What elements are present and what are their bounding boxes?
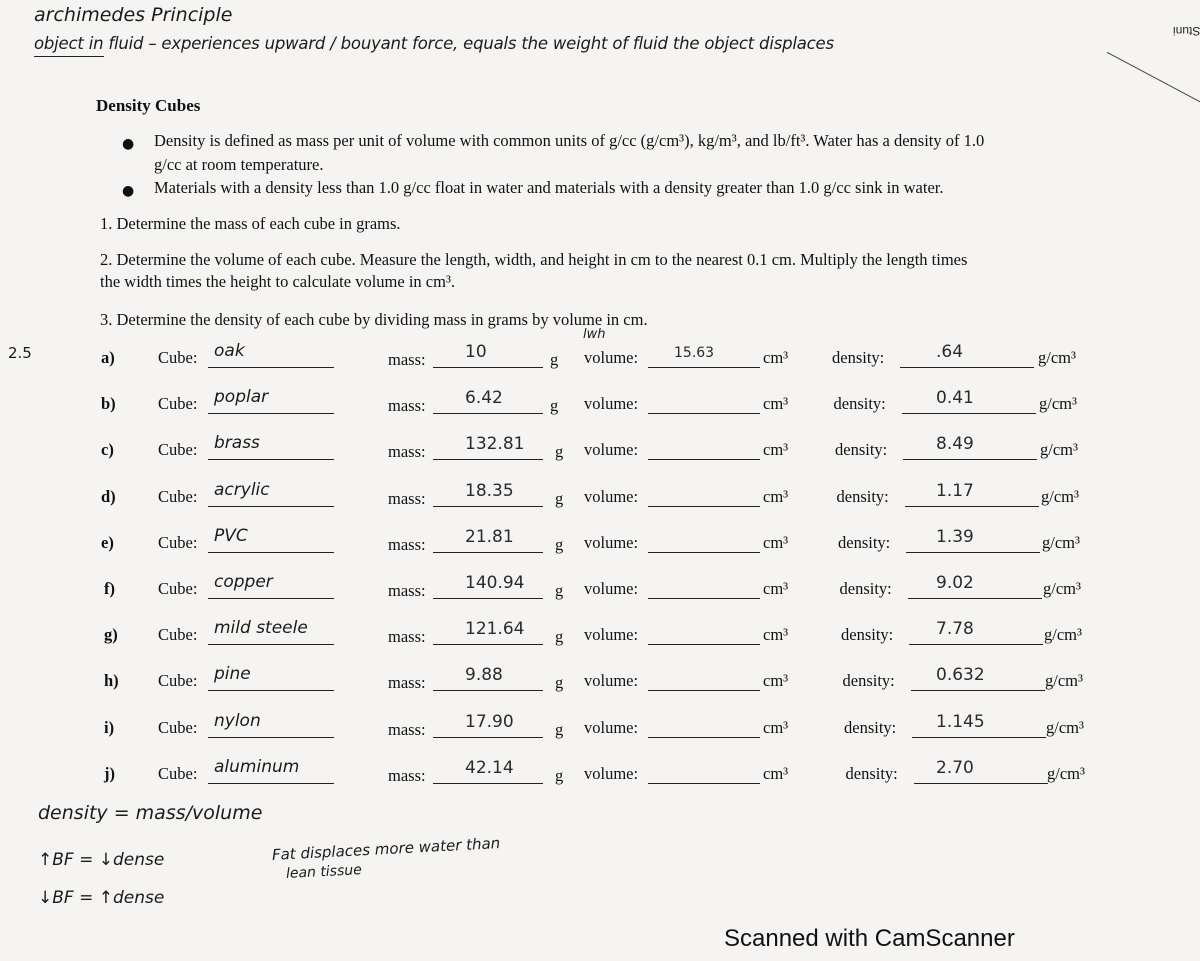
bullet-1-line-2: g/cc at room temperature.	[154, 155, 324, 174]
cube-label: Cube:	[158, 764, 198, 783]
mass-label: mass:	[388, 673, 426, 692]
row-letter: a)	[101, 348, 115, 367]
volume-unit: cm³	[763, 394, 789, 413]
density-value: 0.632	[936, 665, 985, 685]
cube-name: aluminum	[214, 757, 300, 777]
step-2-line-1: 2. Determine the volume of each cube. Measure the length, width, and height in cm to the nearest 0.1 cm. Multiply the length times	[100, 250, 968, 269]
cube-blank	[208, 413, 334, 414]
volume-unit: cm³	[763, 764, 789, 783]
density-label: density:	[835, 440, 888, 459]
density-value: 9.02	[936, 573, 974, 593]
density-blank	[905, 506, 1039, 507]
volume-unit: cm³	[763, 533, 789, 552]
density-blank	[909, 644, 1043, 645]
volume-blank	[648, 598, 760, 599]
fat-note-line-1: Fat displaces more water than	[271, 834, 501, 864]
cube-label: Cube:	[158, 487, 198, 506]
mass-value: 121.64	[465, 619, 525, 639]
density-unit: g/cm³	[1045, 671, 1083, 690]
volume-unit: cm³	[763, 440, 789, 459]
density-label: density:	[845, 764, 898, 783]
handwritten-principle: object in fluid – experiences upward / bouyant force, equals the weight of fluid the object displaces	[34, 34, 834, 53]
step-2-line-2: the width times the height to calculate volume in cm³.	[100, 272, 456, 291]
mass-blank	[433, 598, 543, 599]
density-blank	[900, 367, 1034, 368]
cube-blank	[208, 783, 334, 784]
density-value: 0.41	[936, 388, 974, 408]
cube-label: Cube:	[158, 718, 198, 737]
corner-text: Stuni	[1172, 24, 1200, 38]
gram-unit: g	[555, 627, 564, 646]
gram-unit: g	[555, 766, 564, 785]
bullet-1-line-1: Density is defined as mass per unit of volume with common units of g/cc (g/cm³), kg/m³, and lb/ft³. Water has a density of 1.0	[154, 131, 985, 150]
volume-label: volume:	[584, 718, 639, 737]
camscanner-watermark: Scanned with CamScanner	[724, 925, 1015, 952]
volume-label: volume:	[584, 533, 639, 552]
mass-value: 18.35	[465, 481, 514, 501]
step-3: 3. Determine the density of each cube by dividing mass in grams by volume in cm.	[100, 310, 648, 329]
cube-label: Cube:	[158, 625, 198, 644]
cube-name: copper	[214, 572, 273, 592]
volume-unit: cm³	[763, 625, 789, 644]
mass-value: 6.42	[465, 388, 503, 408]
bullet-dot: ●	[122, 183, 135, 199]
volume-label: volume:	[584, 394, 639, 413]
density-label: density:	[842, 671, 895, 690]
mass-value: 42.14	[465, 758, 514, 778]
cube-label: Cube:	[158, 579, 198, 598]
cube-label: Cube:	[158, 533, 198, 552]
mass-blank	[433, 459, 543, 460]
mass-blank	[433, 690, 543, 691]
mass-blank	[433, 413, 543, 414]
density-formula: density = mass/volume	[38, 802, 263, 824]
density-label: density:	[833, 394, 886, 413]
row-letter: g)	[104, 625, 118, 644]
density-label: density:	[844, 718, 897, 737]
cube-blank	[208, 644, 334, 645]
row-letter: d)	[101, 487, 116, 506]
volume-blank	[648, 644, 760, 645]
volume-unit: cm³	[763, 718, 789, 737]
cube-name: PVC	[214, 526, 248, 546]
density-value: 1.145	[936, 712, 985, 732]
gram-unit: g	[555, 535, 564, 554]
mass-label: mass:	[388, 350, 426, 369]
density-label: density:	[832, 348, 885, 367]
cube-name: mild steele	[214, 618, 308, 638]
cube-blank	[208, 367, 334, 368]
gram-unit: g	[550, 350, 559, 369]
gram-unit: g	[555, 489, 564, 508]
volume-label: volume:	[584, 487, 639, 506]
density-unit: g/cm³	[1044, 625, 1082, 644]
bf-down-note: ↓BF = ↑dense	[38, 888, 165, 908]
principle-underline	[34, 56, 104, 57]
mass-value: 140.94	[465, 573, 525, 593]
cube-name: brass	[214, 433, 260, 453]
mass-value: 132.81	[465, 434, 525, 454]
cube-name: nylon	[214, 711, 261, 731]
volume-unit: cm³	[763, 579, 789, 598]
bullet-2: Materials with a density less than 1.0 g/cc float in water and materials with a density greater than 1.0 g/cc sink in water.	[154, 178, 944, 197]
density-unit: g/cm³	[1042, 533, 1080, 552]
density-label: density:	[838, 533, 891, 552]
mass-value: 21.81	[465, 527, 514, 547]
mass-label: mass:	[388, 766, 426, 785]
density-unit: g/cm³	[1047, 764, 1085, 783]
volume-label: volume:	[584, 625, 639, 644]
mass-blank	[433, 367, 543, 368]
gram-unit: g	[555, 442, 564, 461]
mass-blank	[433, 737, 543, 738]
mass-value: 10	[465, 342, 487, 362]
volume-value: 15.63	[674, 345, 715, 361]
density-blank	[912, 737, 1046, 738]
density-unit: g/cm³	[1038, 348, 1076, 367]
cube-blank	[208, 598, 334, 599]
cube-name: pine	[214, 664, 251, 684]
density-blank	[908, 598, 1042, 599]
gram-unit: g	[555, 581, 564, 600]
bf-up-note: ↑BF = ↓dense	[38, 850, 165, 870]
density-blank	[906, 552, 1040, 553]
mass-blank	[433, 506, 543, 507]
volume-label: volume:	[584, 671, 639, 690]
step-1: 1. Determine the mass of each cube in grams.	[100, 214, 401, 233]
gram-unit: g	[555, 720, 564, 739]
corner-scan-line	[1107, 52, 1200, 109]
volume-blank	[648, 552, 760, 553]
volume-blank	[648, 737, 760, 738]
row-letter: i)	[104, 718, 115, 737]
volume-blank	[648, 506, 760, 507]
mass-label: mass:	[388, 720, 426, 739]
density-label: density:	[839, 579, 892, 598]
volume-blank	[648, 367, 760, 368]
density-value: 1.39	[936, 527, 974, 547]
volume-unit: cm³	[763, 487, 789, 506]
density-blank	[902, 413, 1036, 414]
handwritten-title: archimedes Principle	[34, 4, 233, 26]
density-blank	[911, 690, 1045, 691]
density-value: .64	[936, 342, 964, 362]
density-value: 8.49	[936, 434, 974, 454]
cube-label: Cube:	[158, 348, 198, 367]
page-title: Density Cubes	[96, 96, 201, 115]
cube-label: Cube:	[158, 671, 198, 690]
density-label: density:	[841, 625, 894, 644]
mass-blank	[433, 644, 543, 645]
cube-label: Cube:	[158, 394, 198, 413]
mass-label: mass:	[388, 396, 426, 415]
density-unit: g/cm³	[1040, 440, 1078, 459]
volume-blank	[648, 413, 760, 414]
volume-blank	[648, 690, 760, 691]
density-unit: g/cm³	[1046, 718, 1084, 737]
mass-blank	[433, 552, 543, 553]
volume-label: volume:	[584, 764, 639, 783]
mass-label: mass:	[388, 535, 426, 554]
row-letter: e)	[101, 533, 114, 552]
density-label: density:	[836, 487, 889, 506]
gram-unit: g	[555, 673, 564, 692]
cube-name: oak	[214, 341, 245, 361]
cube-blank	[208, 690, 334, 691]
cube-label: Cube:	[158, 440, 198, 459]
volume-unit: cm³	[763, 348, 789, 367]
volume-label: volume:	[584, 440, 639, 459]
mass-label: mass:	[388, 489, 426, 508]
density-unit: g/cm³	[1043, 579, 1081, 598]
cube-name: poplar	[214, 387, 269, 407]
cube-blank	[208, 506, 334, 507]
margin-score: 2.5	[8, 344, 32, 362]
cube-blank	[208, 552, 334, 553]
mass-label: mass:	[388, 627, 426, 646]
density-value: 1.17	[936, 481, 974, 501]
row-letter: c)	[101, 440, 114, 459]
row-letter: j)	[104, 764, 115, 783]
density-unit: g/cm³	[1039, 394, 1077, 413]
density-blank	[914, 783, 1048, 784]
volume-unit: cm³	[763, 671, 789, 690]
cube-blank	[208, 459, 334, 460]
volume-blank	[648, 459, 760, 460]
lwh-note: lwh	[583, 327, 606, 342]
row-letter: h)	[104, 671, 119, 690]
gram-unit: g	[550, 396, 559, 415]
volume-label: volume:	[584, 579, 639, 598]
volume-blank	[648, 783, 760, 784]
row-letter: f)	[104, 579, 115, 598]
cube-blank	[208, 737, 334, 738]
bullet-dot: ●	[122, 136, 135, 152]
row-letter: b)	[101, 394, 116, 413]
mass-blank	[433, 783, 543, 784]
mass-label: mass:	[388, 442, 426, 461]
mass-label: mass:	[388, 581, 426, 600]
density-value: 2.70	[936, 758, 974, 778]
density-value: 7.78	[936, 619, 974, 639]
density-blank	[903, 459, 1037, 460]
cube-name: acrylic	[214, 480, 270, 500]
mass-value: 17.90	[465, 712, 514, 732]
mass-value: 9.88	[465, 665, 503, 685]
volume-label: volume:	[584, 348, 639, 367]
fat-note-line-2: lean tissue	[285, 862, 363, 882]
density-unit: g/cm³	[1041, 487, 1079, 506]
